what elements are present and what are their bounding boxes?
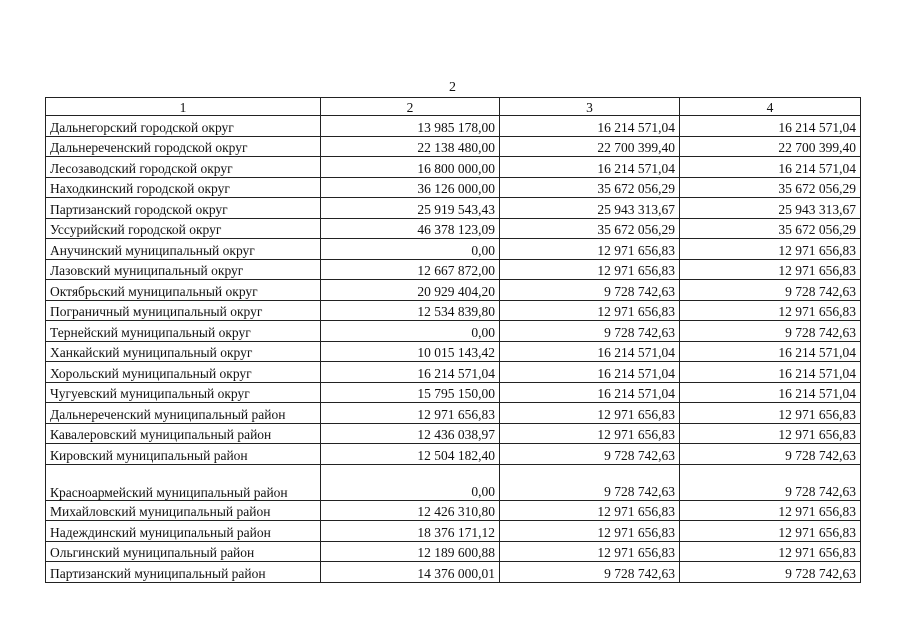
amount-cell-col3: 16 214 571,04 bbox=[500, 362, 680, 383]
amount-cell-col4: 12 971 656,83 bbox=[680, 521, 861, 542]
amount-cell-col2: 12 971 656,83 bbox=[321, 403, 500, 424]
amount-cell-col3: 12 971 656,83 bbox=[500, 300, 680, 321]
table-row bbox=[46, 280, 861, 301]
amount-cell-col2: 16 800 000,00 bbox=[321, 157, 500, 178]
amount-cell-col4: 9 728 742,63 bbox=[680, 464, 861, 500]
municipality-name-cell: Анучинский муниципальный округ bbox=[46, 239, 321, 260]
table-row bbox=[46, 218, 861, 239]
column-header: 3 bbox=[500, 98, 680, 116]
amount-cell-col2: 15 795 150,00 bbox=[321, 382, 500, 403]
table-row bbox=[46, 541, 861, 562]
municipality-name-cell: Кавалеровский муниципальный район bbox=[46, 423, 321, 444]
municipality-name-cell: Уссурийский городской округ bbox=[46, 218, 321, 239]
table-row bbox=[46, 300, 861, 321]
amount-cell-col3: 35 672 056,29 bbox=[500, 177, 680, 198]
municipality-name-cell: Ханкайский муниципальный округ bbox=[46, 341, 321, 362]
table-row bbox=[46, 198, 861, 219]
table-row bbox=[46, 239, 861, 260]
table-row bbox=[46, 444, 861, 465]
amount-cell-col2: 12 534 839,80 bbox=[321, 300, 500, 321]
amount-cell-col2: 0,00 bbox=[321, 321, 500, 342]
municipality-name-cell: Михайловский муниципальный район bbox=[46, 500, 321, 521]
amount-cell-col4: 16 214 571,04 bbox=[680, 116, 861, 137]
table-row bbox=[46, 116, 861, 137]
amount-cell-col3: 12 971 656,83 bbox=[500, 259, 680, 280]
municipality-name-cell: Партизанский муниципальный район bbox=[46, 562, 321, 583]
amount-cell-col4: 16 214 571,04 bbox=[680, 157, 861, 178]
municipality-name-cell: Пограничный муниципальный округ bbox=[46, 300, 321, 321]
amount-cell-col2: 12 436 038,97 bbox=[321, 423, 500, 444]
table-row bbox=[46, 500, 861, 521]
amount-cell-col4: 12 971 656,83 bbox=[680, 300, 861, 321]
table-row bbox=[46, 136, 861, 157]
amount-cell-col3: 12 971 656,83 bbox=[500, 541, 680, 562]
amount-cell-col2: 12 504 182,40 bbox=[321, 444, 500, 465]
page-number: 2 bbox=[449, 80, 456, 95]
table-row bbox=[46, 362, 861, 383]
column-header: 1 bbox=[46, 98, 321, 116]
table-row bbox=[46, 423, 861, 444]
amount-cell-col3: 22 700 399,40 bbox=[500, 136, 680, 157]
municipality-name-cell: Партизанский городской округ bbox=[46, 198, 321, 219]
amount-cell-col2: 36 126 000,00 bbox=[321, 177, 500, 198]
amount-cell-col4: 16 214 571,04 bbox=[680, 362, 861, 383]
municipality-name-cell: Кировский муниципальный район bbox=[46, 444, 321, 465]
amount-cell-col4: 9 728 742,63 bbox=[680, 562, 861, 583]
column-header: 4 bbox=[680, 98, 861, 116]
amount-cell-col3: 16 214 571,04 bbox=[500, 341, 680, 362]
amount-cell-col2: 0,00 bbox=[321, 239, 500, 260]
amount-cell-col4: 12 971 656,83 bbox=[680, 259, 861, 280]
amount-cell-col3: 9 728 742,63 bbox=[500, 562, 680, 583]
amount-cell-col3: 16 214 571,04 bbox=[500, 382, 680, 403]
municipality-name-cell: Лазовский муниципальный округ bbox=[46, 259, 321, 280]
municipality-name-cell: Дальнереченский муниципальный район bbox=[46, 403, 321, 424]
amount-cell-col4: 12 971 656,83 bbox=[680, 403, 861, 424]
amount-cell-col4: 22 700 399,40 bbox=[680, 136, 861, 157]
amount-cell-col3: 12 971 656,83 bbox=[500, 521, 680, 542]
amount-cell-col4: 16 214 571,04 bbox=[680, 382, 861, 403]
table-row bbox=[46, 321, 861, 342]
amount-cell-col3: 16 214 571,04 bbox=[500, 116, 680, 137]
municipality-name-cell: Хорольский муниципальный округ bbox=[46, 362, 321, 383]
amount-cell-col2: 13 985 178,00 bbox=[321, 116, 500, 137]
amount-cell-col2: 0,00 bbox=[321, 464, 500, 500]
municipality-name-cell: Чугуевский муниципальный округ bbox=[46, 382, 321, 403]
column-number-row bbox=[46, 98, 861, 116]
table-row bbox=[46, 464, 861, 500]
amount-cell-col3: 9 728 742,63 bbox=[500, 444, 680, 465]
table-row bbox=[46, 177, 861, 198]
amount-cell-col2: 46 378 123,09 bbox=[321, 218, 500, 239]
amount-cell-col2: 25 919 543,43 bbox=[321, 198, 500, 219]
amount-cell-col4: 9 728 742,63 bbox=[680, 280, 861, 301]
amount-cell-col4: 9 728 742,63 bbox=[680, 444, 861, 465]
table-body bbox=[46, 98, 861, 583]
municipality-name-cell: Находкинский городской округ bbox=[46, 177, 321, 198]
municipality-name-cell: Тернейский муниципальный округ bbox=[46, 321, 321, 342]
municipality-name-cell: Дальнереченский городской округ bbox=[46, 136, 321, 157]
amount-cell-col4: 12 971 656,83 bbox=[680, 423, 861, 444]
amount-cell-col2: 10 015 143,42 bbox=[321, 341, 500, 362]
municipality-name-cell: Дальнегорский городской округ bbox=[46, 116, 321, 137]
table-row bbox=[46, 157, 861, 178]
budget-table bbox=[45, 97, 861, 583]
amount-cell-col2: 12 189 600,88 bbox=[321, 541, 500, 562]
table-row bbox=[46, 259, 861, 280]
amount-cell-col4: 12 971 656,83 bbox=[680, 500, 861, 521]
table-row bbox=[46, 521, 861, 542]
amount-cell-col4: 35 672 056,29 bbox=[680, 218, 861, 239]
amount-cell-col3: 25 943 313,67 bbox=[500, 198, 680, 219]
amount-cell-col3: 12 971 656,83 bbox=[500, 403, 680, 424]
table-row bbox=[46, 562, 861, 583]
amount-cell-col3: 35 672 056,29 bbox=[500, 218, 680, 239]
amount-cell-col4: 12 971 656,83 bbox=[680, 239, 861, 260]
amount-cell-col2: 12 667 872,00 bbox=[321, 259, 500, 280]
municipality-name-cell: Лесозаводский городской округ bbox=[46, 157, 321, 178]
amount-cell-col3: 9 728 742,63 bbox=[500, 321, 680, 342]
amount-cell-col2: 20 929 404,20 bbox=[321, 280, 500, 301]
amount-cell-col4: 12 971 656,83 bbox=[680, 541, 861, 562]
amount-cell-col2: 16 214 571,04 bbox=[321, 362, 500, 383]
amount-cell-col2: 22 138 480,00 bbox=[321, 136, 500, 157]
amount-cell-col2: 14 376 000,01 bbox=[321, 562, 500, 583]
amount-cell-col2: 18 376 171,12 bbox=[321, 521, 500, 542]
amount-cell-col3: 9 728 742,63 bbox=[500, 280, 680, 301]
municipality-name-cell: Октябрьский муниципальный округ bbox=[46, 280, 321, 301]
municipality-name-cell: Надеждинский муниципальный район bbox=[46, 521, 321, 542]
amount-cell-col3: 12 971 656,83 bbox=[500, 239, 680, 260]
amount-cell-col3: 12 971 656,83 bbox=[500, 500, 680, 521]
amount-cell-col3: 9 728 742,63 bbox=[500, 464, 680, 500]
column-header: 2 bbox=[321, 98, 500, 116]
table-row bbox=[46, 403, 861, 424]
table-row bbox=[46, 382, 861, 403]
amount-cell-col4: 25 943 313,67 bbox=[680, 198, 861, 219]
municipality-name-cell: Красноармейский муниципальный район bbox=[46, 464, 321, 500]
amount-cell-col4: 35 672 056,29 bbox=[680, 177, 861, 198]
amount-cell-col4: 9 728 742,63 bbox=[680, 321, 861, 342]
table-row bbox=[46, 341, 861, 362]
amount-cell-col3: 16 214 571,04 bbox=[500, 157, 680, 178]
municipality-name-cell: Ольгинский муниципальный район bbox=[46, 541, 321, 562]
amount-cell-col3: 12 971 656,83 bbox=[500, 423, 680, 444]
amount-cell-col2: 12 426 310,80 bbox=[321, 500, 500, 521]
amount-cell-col4: 16 214 571,04 bbox=[680, 341, 861, 362]
